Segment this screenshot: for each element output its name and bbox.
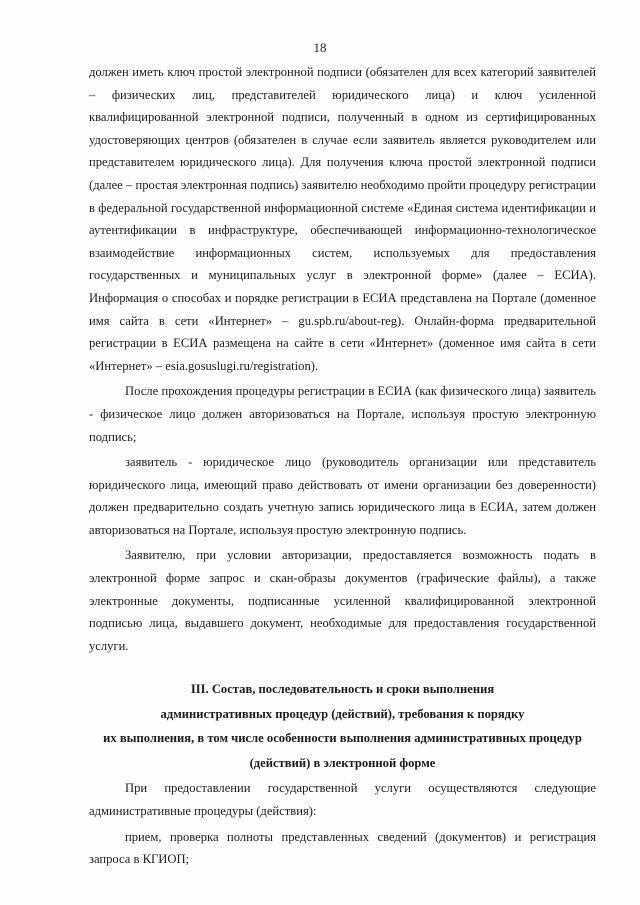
paragraph-signature-requirements: должен иметь ключ простой электронной подписи (обязателен для всех категорий заявителей – физических лиц, представителей юридического лица) и ключ усиленной квалифицированной электронной подписи, полученный в одном из сертифицированных удостоверяющих центров (обязателен в случае если заявитель является руководителем или представителем юридического лица). Для получения ключа простой электронной подписи (далее – простая электронная подпись) заявителю необходимо пройти процедуру регистрации в федеральной государственной информационной системе «Единая система идентификации и аутентификации в инфраструктуре, обеспечивающей информационно-технологическое взаимодействие информационных систем, используемых для предоставления государственных и муниципальных услуг в электронной форме» (далее – ЕСИА). Информация о способах и порядке регистрации в ЕСИА представлена на Портале (доменное имя сайта в сети «Интернет» – gu.spb.ru/about-reg). Онлайн-форма предварительной регистрации в ЕСИА размещена на сайте в сети «Интернет» (доменное имя сайта в сети «Интернет» – esia.gosuslugi.ru/registration). (89, 65, 596, 373)
section-heading-line: III. Состав, последовательность и сроки выполнения (190, 682, 495, 697)
paragraph-procedures-intro: При предоставлении государственной услуги осуществляются следующие административные процедуры (действия): (89, 781, 596, 819)
paragraph-after-registration: После прохождения процедуры регистрации в ЕСИА (как физического лица) заявитель - физическое лицо должен авторизоваться на Портале, используя простую электронную подпись; (89, 384, 596, 444)
paragraph-legal-entity: заявитель - юридическое лицо (руководитель организации или представитель юридического лица, имеющий право действовать от имени организации без доверенности) должен предварительно создать учетную запись юридического лица в ЕСИА, затем должен авторизоваться на Портале, используя простую электронную подпись. (89, 455, 596, 537)
page-number: 18 (313, 40, 327, 55)
paragraph-electronic-submission: Заявителю, при условии авторизации, предоставляется возможность подать в электронной форме запрос и скан-образы документов (графические файлы), а также электронные документы, подписанные усиленной квалифицированной электронной подписью лица, выдавшего документ, необходимые для предоставления государственной услуги. (89, 548, 596, 653)
section-heading-line: их выполнения, в том числе особенности выполнения административных процедур (103, 731, 582, 746)
section-heading-line: (действий) в электронной форме (249, 755, 436, 770)
paragraph-procedure-item: прием, проверка полноты представленных сведений (документов) и регистрация запроса в КГИОП; (89, 829, 596, 867)
section-heading (89, 677, 596, 775)
page-content (89, 61, 596, 871)
section-heading-line: административных процедур (действий), требования к порядку (160, 706, 525, 721)
